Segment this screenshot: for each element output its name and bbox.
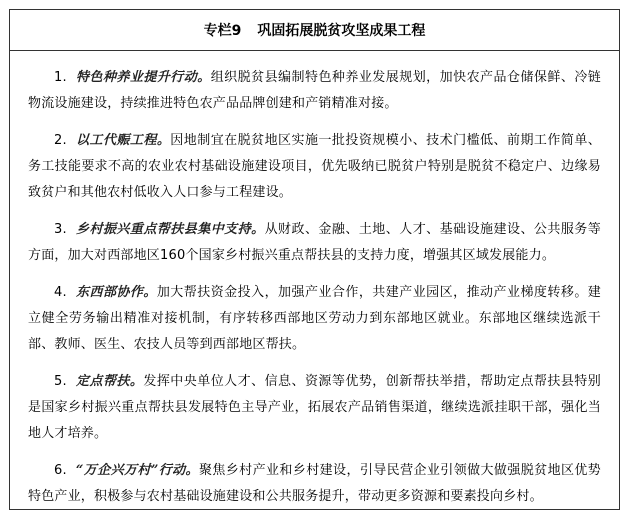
item-lead: 特色种养业提升行动。 — [76, 70, 211, 85]
column-title-text: 巩固拓展脱贫攻坚成果工程 — [257, 23, 426, 39]
item-text: 从财政、金融、土地、人才、基础设施建设、公共服务等方面，加大对西部地区160个国家乡村振兴重点帮扶县的支持力度，增强其区域发展能力。 — [28, 222, 601, 263]
item-index: 2. — [54, 133, 67, 148]
item-index: 4. — [54, 285, 67, 300]
item-text: 因地制宜在脱贫地区实施一批投资规模小、技术门槛低、前期工作简单、务工技能要求不高的农业农村基础设施建设项目，优先吸纳已脱贫户特别是脱贫不稳定户、边缘易致贫户和其他农村低收入人口参与工程建设。 — [28, 133, 601, 200]
list-item — [28, 217, 601, 269]
item-text: 发挥中央单位人才、信息、资源等优势，创新帮扶举措，帮助定点帮扶县特别是国家乡村振兴重点帮扶县发展特色主导产业，拓展农产品销售渠道，继续选派挂职干部，强化当地人才培养。 — [28, 374, 601, 441]
item-index: 3. — [54, 222, 67, 237]
item-index: 1. — [54, 70, 67, 85]
item-index: 6. — [54, 463, 67, 478]
item-text: 组织脱贫县编制特色种养业发展规划，加快农产品仓储保鲜、冷链物流设施建设，持续推进特色农产品品牌创建和产销精准对接。 — [28, 70, 601, 111]
column-number: 专栏9 — [203, 23, 242, 39]
list-item — [28, 458, 601, 510]
item-lead: 定点帮扶。 — [76, 374, 144, 389]
item-lead: 以工代赈工程。 — [76, 133, 171, 148]
list-item — [28, 65, 601, 117]
list-item — [28, 369, 601, 447]
column-title — [10, 10, 619, 51]
list-item — [28, 128, 601, 206]
column-box — [9, 9, 620, 510]
column-content — [10, 51, 619, 510]
item-text: 聚焦乡村产业和乡村建设，引导民营企业引领做大做强脱贫地区优势特色产业，积极参与农村基础设施建设和公共服务提升，带动更多资源和要素投向乡村。 — [28, 463, 601, 504]
item-lead: “万企兴万村”行动。 — [75, 463, 199, 478]
item-index: 5. — [54, 374, 67, 389]
list-item — [28, 280, 601, 358]
item-lead: 东西部协作。 — [76, 285, 157, 300]
item-text: 加大帮扶资金投入，加强产业合作，共建产业园区，推动产业梯度转移。建立健全劳务输出精准对接机制，有序转移西部地区劳动力到东部地区就业。东部地区继续选派干部、教师、医生、农技人员等到西部地区帮扶。 — [28, 285, 601, 352]
item-lead: 乡村振兴重点帮扶县集中支持。 — [76, 222, 265, 237]
